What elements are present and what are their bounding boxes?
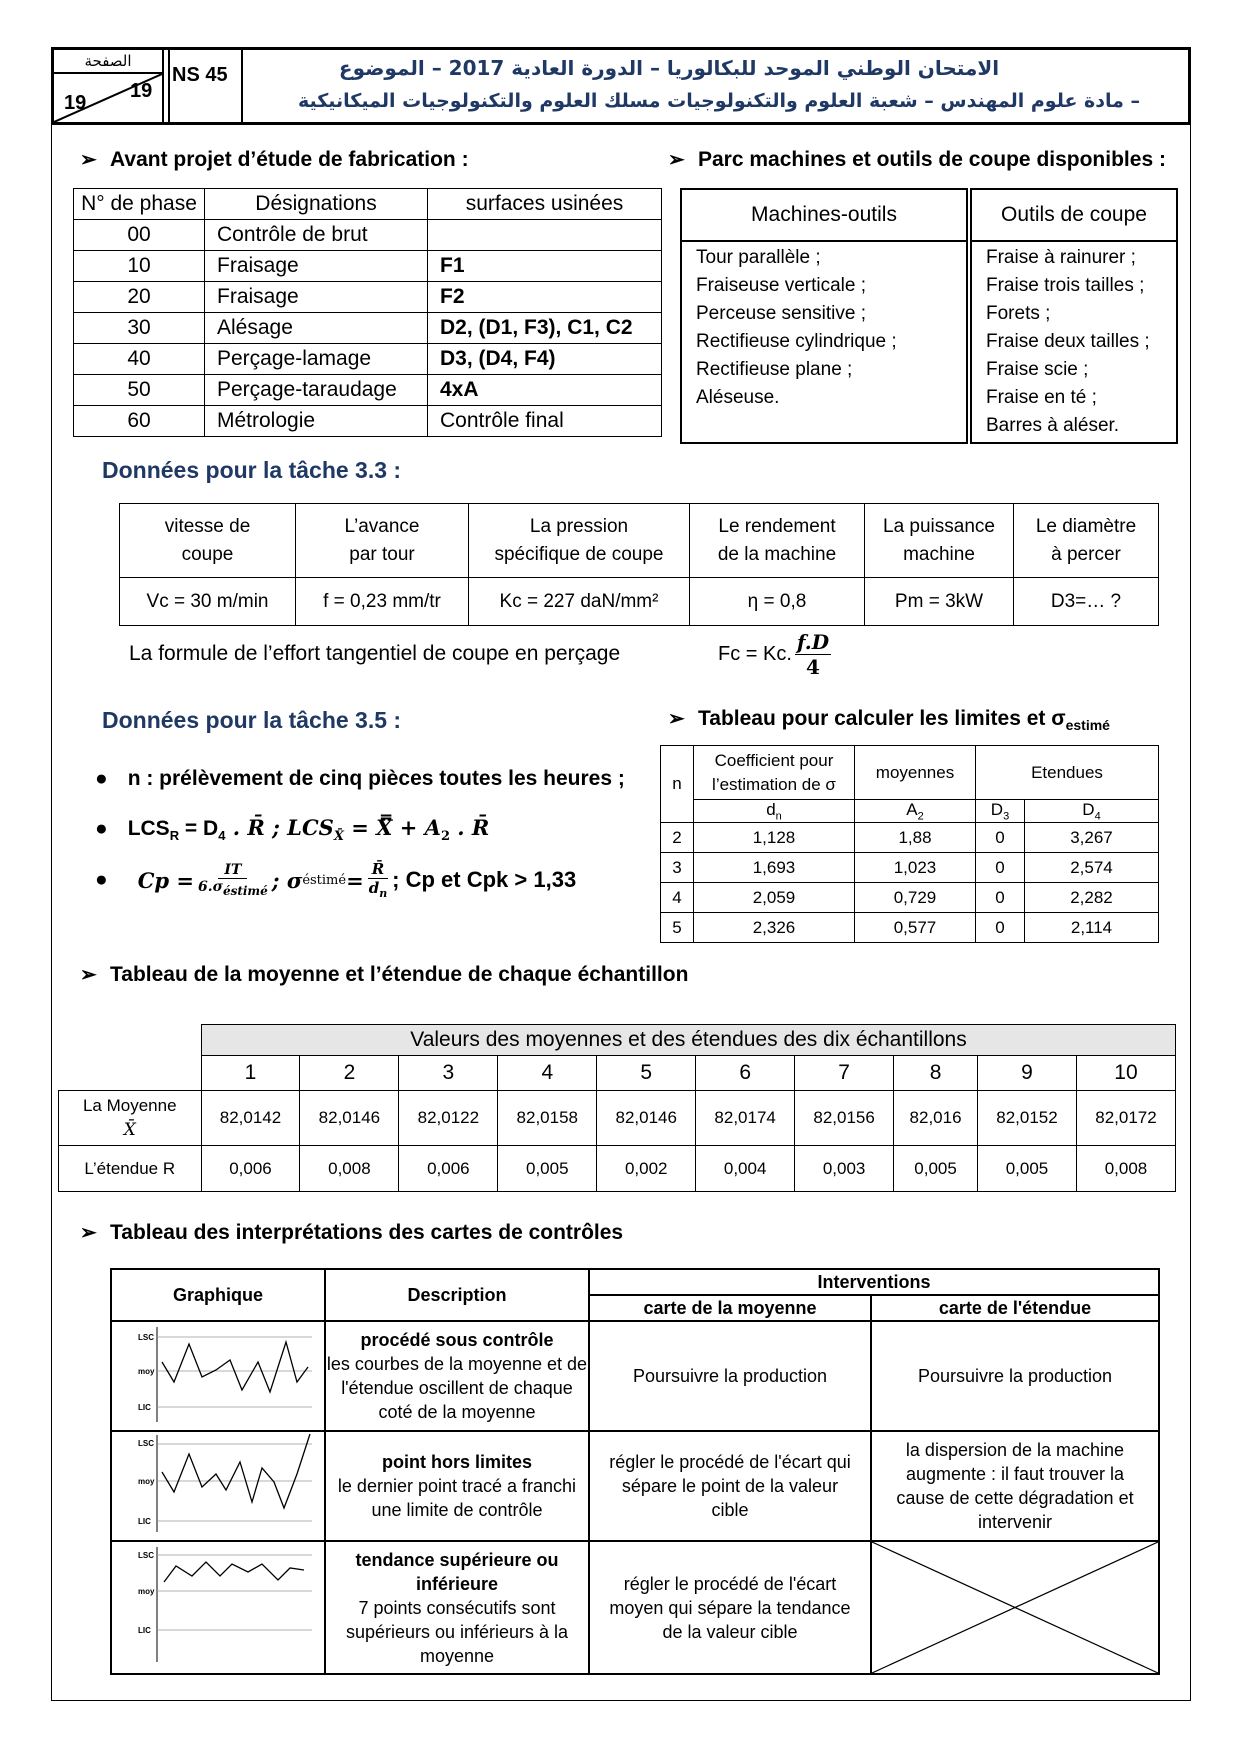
moy-action: Poursuivre la production xyxy=(589,1321,871,1431)
mean-row xyxy=(59,1091,1176,1146)
list-item: Tour parallèle ; xyxy=(696,247,821,268)
samples-table xyxy=(58,1024,1176,1193)
phase-table-header xyxy=(74,189,662,220)
col-header: carte de l'étendue xyxy=(871,1295,1159,1321)
value-cell: Pm = 3kW xyxy=(865,578,1014,626)
col-header: Coefficient pour l’estimation de σ xyxy=(694,746,855,800)
list-item: Fraise en té ; xyxy=(986,387,1097,408)
phase-number: 50 xyxy=(74,375,205,406)
sample-number: 7 xyxy=(795,1056,894,1091)
list-item: Fraise à rainurer ; xyxy=(986,247,1136,268)
value-cell: η = 0,8 xyxy=(690,578,865,626)
mean-value: 82,016 xyxy=(894,1091,978,1146)
range-value: 0,006 xyxy=(201,1146,300,1192)
table-row xyxy=(74,375,662,406)
phase-designation: Perçage-lamage xyxy=(205,344,428,375)
range-value: 0,005 xyxy=(894,1146,978,1192)
table-row xyxy=(74,282,662,313)
phase-number: 20 xyxy=(74,282,205,313)
page-current: 19 xyxy=(130,80,153,102)
phase-designation: Alésage xyxy=(205,313,428,344)
chart-curve xyxy=(162,1434,310,1508)
list-item: Barres à aléser. xyxy=(986,415,1120,436)
range-value: 0,005 xyxy=(978,1146,1077,1192)
mean-value: 82,0146 xyxy=(597,1091,696,1146)
control-chart-out-of-limits xyxy=(112,1432,324,1535)
task33-title: Données pour la tâche 3.3 : xyxy=(102,457,402,483)
limits-table xyxy=(660,745,1159,943)
outils-header: Outils de coupe xyxy=(972,190,1176,242)
table-row: 3 1,693 1,023 0 2,574 xyxy=(661,853,1159,883)
list-item: Perceuse sensitive ; xyxy=(696,303,867,324)
mean-value: 82,0174 xyxy=(696,1091,795,1146)
header-line1: الامتحان الوطني الموحد للبكالوريا – الدورة العادية 2017 – الموضوع xyxy=(338,56,1000,80)
list-item: Fraiseuse verticale ; xyxy=(696,275,867,296)
phase-surfaces: 4xA xyxy=(428,375,662,406)
chart-curve xyxy=(162,1342,308,1392)
table-row xyxy=(74,251,662,282)
bullet-dot-icon: ● xyxy=(95,868,108,891)
col-header: $A_2$ xyxy=(855,800,976,823)
col-header: carte de la moyenne xyxy=(589,1295,871,1321)
fc-formula xyxy=(718,630,831,679)
et-action: la dispersion de la machine augmente : il faut trouver la cause de cette dégradation et intervenir xyxy=(871,1431,1159,1541)
range-value: 0,002 xyxy=(597,1146,696,1192)
samples-title: ➢ Tableau de la moyenne et l’étendue de chaque échantillon xyxy=(80,963,689,986)
range-row xyxy=(59,1146,1176,1192)
code-sep xyxy=(241,50,243,122)
sample-number: 3 xyxy=(399,1056,498,1091)
list-item: Fraise deux tailles ; xyxy=(986,331,1150,352)
sample-number: 6 xyxy=(696,1056,795,1091)
mean-value: 82,0122 xyxy=(399,1091,498,1146)
mean-value: 82,0172 xyxy=(1076,1091,1175,1146)
col-header: Le diamètre à percer xyxy=(1014,504,1159,578)
machines-header: Machines-outils xyxy=(682,190,966,242)
fraction: IT $6.\sigma_{éstimé}$ xyxy=(198,862,268,898)
desc-cell: point hors limites le dernier point tracé a franchi une limite de contrôle xyxy=(325,1431,589,1541)
row-header: L’étendue R xyxy=(59,1146,202,1192)
phase-surfaces: D2, (D1, F3), C1, C2 xyxy=(428,313,662,344)
task33-table xyxy=(119,503,1159,626)
mean-value: 82,0152 xyxy=(978,1091,1077,1146)
lsc-label: LSC xyxy=(138,1551,154,1560)
avant-projet-title: ➢ Avant projet d’étude de fabrication : xyxy=(80,148,469,171)
code-box xyxy=(164,50,170,122)
col-header: Description xyxy=(325,1269,589,1321)
col-header: Le rendement de la machine xyxy=(690,504,865,578)
list-item: Fraise scie ; xyxy=(986,359,1089,380)
col-header: moyennes xyxy=(855,746,976,800)
limits-header-row xyxy=(661,746,1159,800)
moy-label: moy xyxy=(138,1587,155,1596)
lic-label: LIC xyxy=(138,1517,151,1526)
samples-caption: Valeurs des moyennes et des étendues des dix échantillons xyxy=(201,1024,1176,1056)
col-header: L’avance par tour xyxy=(296,504,469,578)
table-row: 2 1,128 1,88 0 3,267 xyxy=(661,823,1159,853)
phase-designation: Métrologie xyxy=(205,406,428,437)
phase-surfaces: D3, (D4, F4) xyxy=(428,344,662,375)
mean-value: 82,0158 xyxy=(498,1091,597,1146)
col-header: Graphique xyxy=(111,1269,325,1321)
sample-number: 10 xyxy=(1076,1056,1175,1091)
value-cell: Vc = 30 m/min xyxy=(120,578,296,626)
et-action: Poursuivre la production xyxy=(871,1321,1159,1431)
sample-number: 9 xyxy=(978,1056,1077,1091)
range-value: 0,006 xyxy=(399,1146,498,1192)
lic-label: LIC xyxy=(138,1626,151,1635)
page-number-box xyxy=(54,50,164,122)
col-header: $d_n$ xyxy=(694,800,855,823)
chart-curve xyxy=(164,1562,304,1582)
col-header: $D_4$ xyxy=(1025,800,1159,823)
sample-number: 5 xyxy=(597,1056,696,1091)
graph-cell xyxy=(111,1321,325,1431)
mean-value: 82,0156 xyxy=(795,1091,894,1146)
task33-header-row xyxy=(120,504,1159,578)
sample-number: 4 xyxy=(498,1056,597,1091)
phase-surfaces: F2 xyxy=(428,282,662,313)
list-item: Aléseuse. xyxy=(696,387,780,408)
desc-cell: tendance supérieure ou inférieure 7 points consécutifs sont supérieurs ou inférieurs à la moyenne xyxy=(325,1541,589,1674)
formula-text: La formule de l’effort tangentiel de coupe en perçage xyxy=(129,642,621,665)
interp-row xyxy=(111,1541,1159,1674)
col-header: Interventions xyxy=(589,1269,1159,1295)
phase-surfaces: Contrôle final xyxy=(428,406,662,437)
mean-value: 82,0146 xyxy=(300,1091,399,1146)
control-chart-stable xyxy=(112,1322,324,1425)
lsc-label: LSC xyxy=(138,1439,154,1448)
phase-designation: Fraisage xyxy=(205,251,428,282)
machines-list xyxy=(682,242,966,412)
interpretations-title: ➢ Tableau des interprétations des cartes de contrôles xyxy=(80,1221,624,1244)
empty-corner xyxy=(59,1056,202,1091)
header-line2: – مادة علوم المهندس – شعبة العلوم والتكنولوجيات مسلك العلوم والتكنولوجيات الميكانيكية xyxy=(297,90,1141,112)
fraction: f.D 4 xyxy=(796,630,830,679)
crossed-cell xyxy=(871,1541,1159,1674)
interpretations-table xyxy=(110,1268,1160,1675)
graph-cell xyxy=(111,1431,325,1541)
col-header: La pression spécifique de coupe xyxy=(469,504,690,578)
moy-action: régler le procédé de l'écart moyen qui sépare la tendance de la valeur cible xyxy=(589,1541,871,1674)
lic-label: LIC xyxy=(138,1403,151,1412)
interp-row xyxy=(111,1431,1159,1541)
header xyxy=(51,47,1191,125)
phase-designation: Contrôle de brut xyxy=(205,220,428,251)
bullet-lcs: ● $LCS_R = D_4$ . R̄ ; $LCS_{X̄}$ = X̿ + $A_2$ . R̄ xyxy=(95,815,490,845)
samples-grid xyxy=(58,1055,1176,1192)
outils-box xyxy=(970,188,1178,444)
moy-label: moy xyxy=(138,1477,155,1486)
task35-title: Données pour la tâche 3.5 : xyxy=(102,707,402,733)
table-row: 4 2,059 0,729 0 2,282 xyxy=(661,883,1159,913)
phase-number: 40 xyxy=(74,344,205,375)
phase-surfaces xyxy=(428,220,662,251)
list-item: Rectifieuse plane ; xyxy=(696,359,853,380)
fraction: $\frac{R̄}{d_n}$ xyxy=(368,860,388,900)
sample-number: 8 xyxy=(894,1056,978,1091)
parc-title: ➢ Parc machines et outils de coupe disponibles : xyxy=(668,148,1166,171)
phase-number: 60 xyxy=(74,406,205,437)
page-label: الصفحة xyxy=(54,50,162,74)
page-total: 19 xyxy=(64,92,87,114)
moy-label: moy xyxy=(138,1367,155,1376)
table-row xyxy=(74,220,662,251)
range-value: 0,005 xyxy=(498,1146,597,1192)
col-header: La puissance machine xyxy=(865,504,1014,578)
range-value: 0,004 xyxy=(696,1146,795,1192)
table-row xyxy=(74,313,662,344)
arrow-bullet-icon: ➢ xyxy=(668,149,685,171)
arrow-bullet-icon: ➢ xyxy=(80,149,97,171)
col-header: $D_3$ xyxy=(976,800,1025,823)
phase-number: 00 xyxy=(74,220,205,251)
row-header: La Moyenne X̄ xyxy=(59,1091,202,1146)
arrow-bullet-icon: ➢ xyxy=(80,1222,97,1244)
phase-number: 10 xyxy=(74,251,205,282)
task33-values-row xyxy=(120,578,1159,626)
exam-code: NS 45 xyxy=(172,64,228,86)
limits-title: ➢ Tableau pour calculer les limites et $\sigma_{estimé}$ xyxy=(668,707,1110,734)
outils-list xyxy=(972,242,1176,440)
arrow-bullet-icon: ➢ xyxy=(80,964,97,986)
formula-lhs: Fc = Kc. xyxy=(718,643,792,665)
table-row xyxy=(74,406,662,437)
machines-box xyxy=(680,188,968,444)
list-item: Forets ; xyxy=(986,303,1051,324)
col-header: N° de phase xyxy=(74,189,205,220)
mean-value: 82,0142 xyxy=(201,1091,300,1146)
control-chart-trend xyxy=(112,1542,324,1668)
bullet-cp: ● Cp = IT $6.\sigma_{éstimé}$ ; σ éstimé = $\frac{R̄}{d_n}$ ; Cp et Cpk > 1,33 xyxy=(95,860,577,900)
arrow-bullet-icon: ➢ xyxy=(668,708,685,730)
limits-subheader-row xyxy=(661,800,1159,823)
moy-action: régler le procédé de l'écart qui sépare le point de la valeur cible xyxy=(589,1431,871,1541)
phase-table xyxy=(73,188,662,437)
range-value: 0,003 xyxy=(795,1146,894,1192)
bullet-prelevement: ● n : prélèvement de cinq pièces toutes les heures ; xyxy=(95,767,625,790)
phase-surfaces: F1 xyxy=(428,251,662,282)
sample-number: 2 xyxy=(300,1056,399,1091)
cross-out-icon xyxy=(872,1542,1158,1673)
phase-designation: Perçage-taraudage xyxy=(205,375,428,406)
bullet-dot-icon: ● xyxy=(95,767,108,790)
list-item: Rectifieuse cylindrique ; xyxy=(696,331,897,352)
col-header: surfaces usinées xyxy=(428,189,662,220)
sample-number: 1 xyxy=(201,1056,300,1091)
col-header: n xyxy=(661,746,694,823)
col-header: Désignations xyxy=(205,189,428,220)
value-cell: D3=… ? xyxy=(1014,578,1159,626)
table-row xyxy=(74,344,662,375)
table-row: 5 2,326 0,577 0 2,114 xyxy=(661,913,1159,943)
phase-number: 30 xyxy=(74,313,205,344)
lsc-label: LSC xyxy=(138,1333,154,1342)
range-value: 0,008 xyxy=(300,1146,399,1192)
interp-header-row xyxy=(111,1269,1159,1295)
desc-cell: procédé sous contrôle les courbes de la moyenne et de l'étendue oscillent de chaque coté de la moyenne xyxy=(325,1321,589,1431)
range-value: 0,008 xyxy=(1076,1146,1175,1192)
value-cell: Kc = 227 daN/mm² xyxy=(469,578,690,626)
interp-row xyxy=(111,1321,1159,1431)
col-header: vitesse de coupe xyxy=(120,504,296,578)
samples-number-row xyxy=(59,1056,1176,1091)
list-item: Fraise trois tailles ; xyxy=(986,275,1145,296)
col-header: Etendues xyxy=(976,746,1159,800)
phase-designation: Fraisage xyxy=(205,282,428,313)
bullet-dot-icon: ● xyxy=(95,817,108,840)
value-cell: f = 0,23 mm/tr xyxy=(296,578,469,626)
graph-cell xyxy=(111,1541,325,1674)
